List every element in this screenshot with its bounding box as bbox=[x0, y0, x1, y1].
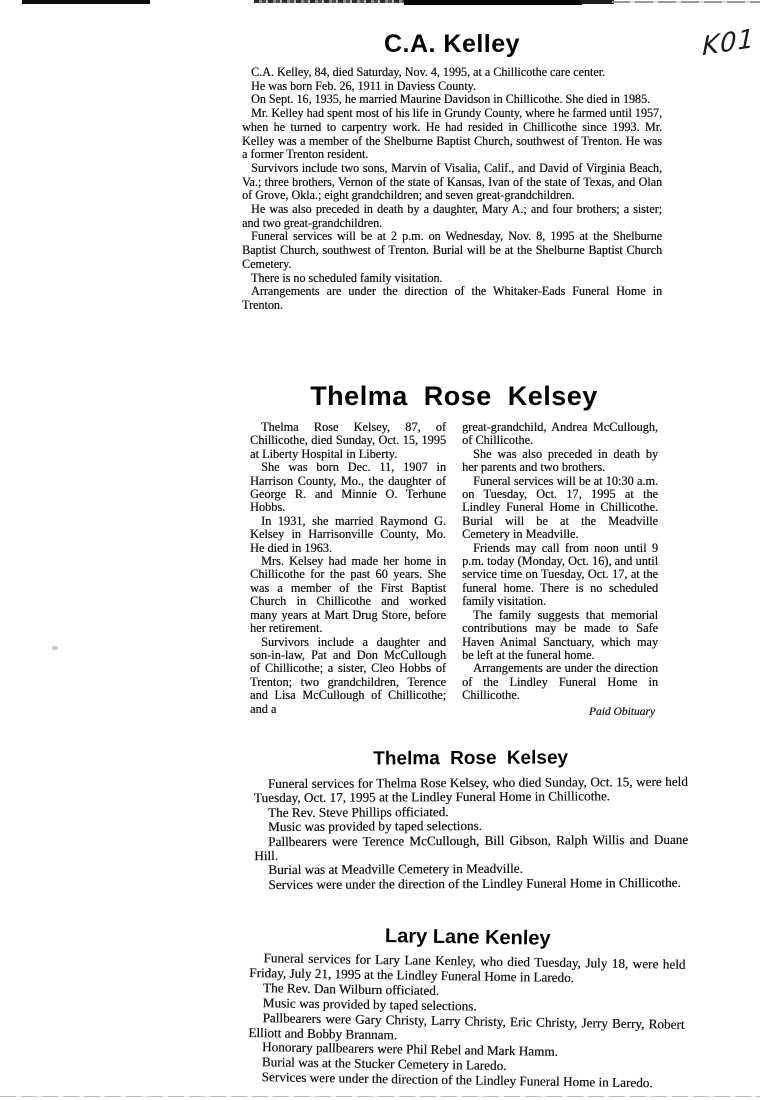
funeral-section-kelsey bbox=[254, 747, 689, 893]
obituary-paragraph: great-grandchild, Andrea McCullough, of Chillicothe. bbox=[462, 420, 658, 448]
obituary-paragraph: Funeral services for Thelma Rose Kelsey, who died Sunday, Oct. 15, were held Tuesday, Oct. 17, 1995 at the Lindley Funeral Home in Chillicothe. bbox=[253, 773, 688, 806]
funeral-body-kelsey bbox=[254, 775, 689, 893]
scan-artifact-top-bar-speckled bbox=[254, 0, 406, 3]
funeral-title-kelsey: Thelma Rose Kelsey bbox=[373, 747, 569, 770]
obituary-title-kelsey: Thelma Rose Kelsey bbox=[310, 381, 598, 411]
obituary-paragraph: She was born Dec. 11, 1907 in Harrison County, Mo., the daughter of George R. and Minnie O. Terhune Hobbs. bbox=[250, 460, 446, 515]
obituary-paragraph: The Rev. Steve Phillips officiated. bbox=[267, 803, 449, 820]
obituary-title-kelley: C.A. Kelley bbox=[383, 30, 521, 58]
obituary-paragraph: C.A. Kelley, 84, died Saturday, Nov. 4, 1995, at a Chillicothe care center. bbox=[251, 65, 605, 79]
obituary-paragraph: Funeral services for Lary Lane Kenley, who died Tuesday, July 18, were held Friday, July 21, 1995 at the Lindley Funeral Home in Laredo. bbox=[249, 950, 686, 985]
scan-artifact-top-bar-left bbox=[22, 0, 150, 4]
obituary-paragraph: Mrs. Kelsey had made her home in Chillicothe for the past 60 years. She was a member of the First Baptist Church in Chillicothe and worked many years at Mart Drug Store, before her retirement. bbox=[250, 554, 446, 636]
obituary-paragraph: Survivors include a daughter and son-in-law, Pat and Don McCullough of Chillicothe; a sister, Cleo Hobbs of Trenton; two grandchildren, Terence and Lisa McCullough of Chillicothe; and a bbox=[250, 634, 446, 716]
obituary-column-right bbox=[462, 421, 658, 719]
obituary-paragraph: Friends may call from noon until 9 p.m. today (Monday, Oct. 16), and until service time on Tuesday, Oct. 17, at the funeral home. There is no scheduled family visitation. bbox=[462, 540, 658, 609]
obituary-paragraph: Funeral services will be at 10:30 a.m. on Tuesday, Oct. 17, 1995 at the Lindley Funeral Home in Chillicothe. Burial will be at the Meadville Cemetery in Meadville. bbox=[462, 473, 658, 542]
obituary-paragraph: Arrangements are under the direction of the Whitaker-Eads Funeral Home in Trenton. bbox=[242, 284, 662, 312]
obituary-paragraph: He was born Feb. 26, 1911 in Daviess County. bbox=[251, 78, 476, 93]
obituary-paragraph: Services were under the direction of the Lindley Funeral Home in Laredo. bbox=[261, 1069, 653, 1091]
obituary-paragraph: The Rev. Dan Wilburn officiated. bbox=[262, 979, 440, 998]
funeral-title-kenley: Lary Lane Kenley bbox=[384, 925, 551, 950]
obituary-paragraph: Pallbearers were Terence McCullough, Bill Gibson, Ralph Willis and Duane Hill. bbox=[254, 831, 689, 864]
obituary-paragraph: Services were under the direction of the Lindley Funeral Home in Chillicothe. bbox=[268, 874, 681, 892]
obituary-columns-kelsey bbox=[250, 421, 658, 719]
obituary-paragraph: Pallbearers were Gary Christy, Larry Christy, Eric Christy, Jerry Berry, Robert Elliott and Bobby Brannam. bbox=[248, 1009, 685, 1042]
obituary-paragraph: Music was provided by taped selections. bbox=[267, 818, 482, 835]
scan-artifact-bottom-line bbox=[0, 1096, 760, 1097]
obituary-paragraph: Thelma Rose Kelsey, 87, of Chillicothe, died Sunday, Oct. 15, 1995 at Liberty Hospital in Liberty. bbox=[250, 420, 446, 461]
scan-artifact-top-line-right bbox=[612, 1, 760, 3]
obituary-section-kelsey bbox=[250, 381, 658, 719]
obituary-paragraph: Funeral services will be at 2 p.m. on Wednesday, Nov. 8, 1995 at the Shelburne Baptist Church, southwest of Trenton. Burial will be at the Shelburne Baptist Church Cemetery. bbox=[242, 229, 662, 271]
obituary-paragraph: Music was provided by taped selections. bbox=[262, 994, 477, 1014]
paid-obituary-label: Paid Obituary bbox=[588, 705, 655, 718]
obituary-column-left bbox=[250, 421, 446, 719]
scan-artifact-top-bar-blob bbox=[580, 0, 614, 4]
obituary-paragraph: Honorary pallbearers were Phil Rebel and Mark Hamm. bbox=[261, 1039, 559, 1060]
obituary-paragraph: She was also preceded in death by her parents and two brothers. bbox=[462, 446, 658, 475]
funeral-body-kenley bbox=[247, 951, 685, 1092]
obituary-paragraph: Survivors include two sons, Marvin of Visalia, Calif., and David of Virginia Beach, Va.; three brothers, Vernon of the state of Kansas, Ivan of the state of Texas, and Olan of Grove, Okla.; eight grandchildren; and seven great-grandchildren. bbox=[242, 160, 662, 203]
obituary-paragraph: Mr. Kelley had spent most of his life in Grundy County, where he farmed until 1957, when he turned to carpentry work. He had resided in Chillicothe since 1993. Mr. Kelley was a member of the Shelburne Baptist Church, southwest of Trenton. He was a former Trenton resident. bbox=[242, 106, 662, 162]
handwritten-annotation: K01 bbox=[702, 23, 756, 63]
obituary-paragraph: Burial was at Meadville Cemetery in Meadville. bbox=[268, 861, 523, 878]
scan-artifact-speck bbox=[52, 646, 58, 650]
obituary-paragraph: There is no scheduled family visitation. bbox=[251, 270, 443, 285]
obituary-paragraph: On Sept. 16, 1935, he married Maurine Davidson in Chillicothe. She died in 1985. bbox=[251, 92, 651, 107]
obituary-paragraph: He was also preceded in death by a daughter, Mary A.; and four brothers; a sister; and two great-grandchildren. bbox=[242, 202, 662, 230]
obituary-paragraph: The family suggests that memorial contributions may be made to Safe Haven Animal Sanctuary, which may be left at the funeral home. bbox=[462, 607, 658, 662]
obituary-paragraph: Arrangements are under the direction of the Lindley Funeral Home in Chillicothe. bbox=[462, 661, 658, 703]
funeral-section-kenley bbox=[247, 923, 685, 1092]
obituary-body-kelley bbox=[242, 66, 662, 313]
obituary-paragraph: Burial was at the Stucker Cemetery in Laredo. bbox=[261, 1054, 507, 1074]
scan-artifact-top-bar-center bbox=[404, 0, 582, 5]
obituary-section-kelley bbox=[242, 30, 662, 313]
obituary-paragraph: In 1931, she married Raymond G. Kelsey in Harrisonville County, Mo. He died in 1963. bbox=[250, 513, 446, 555]
